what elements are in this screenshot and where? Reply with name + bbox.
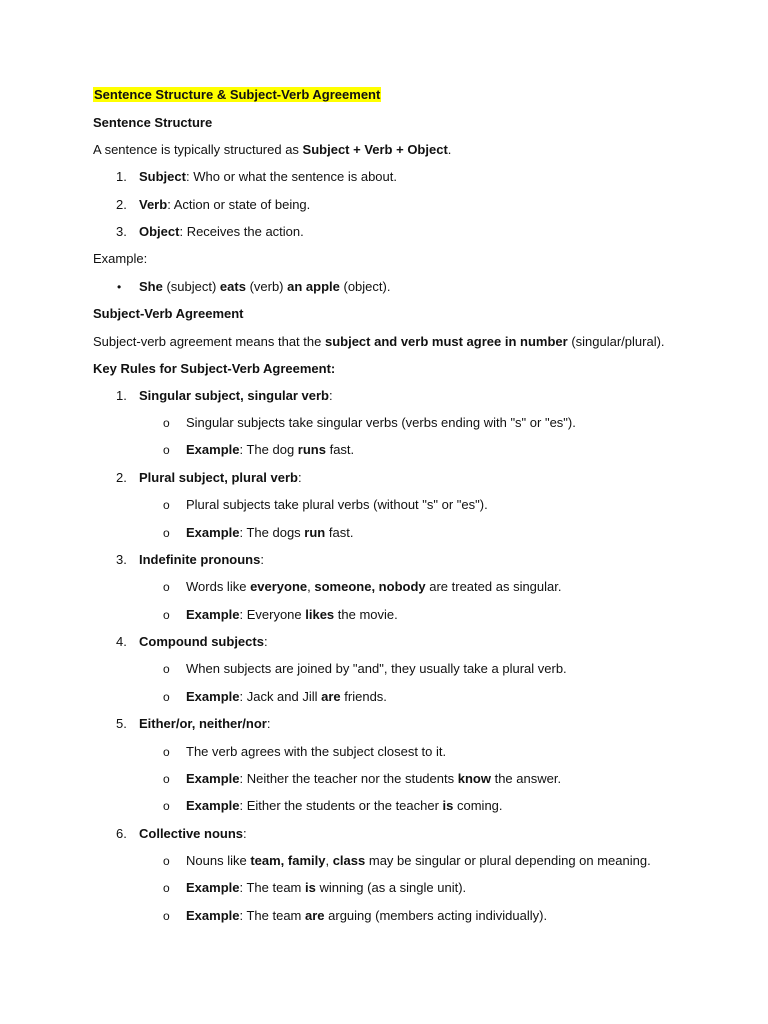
list-item: Object: Receives the action. <box>139 224 304 239</box>
rule-title: Plural subject, plural verb: <box>139 470 302 485</box>
list-number: 1. <box>116 169 127 184</box>
rule-number: 2. <box>116 470 127 485</box>
sub-list-item: Example: The team is winning (as a single unit). <box>186 880 467 895</box>
rule-number: 1. <box>116 388 127 403</box>
sub-bullet: o <box>163 526 170 540</box>
sub-bullet: o <box>163 799 170 813</box>
section-heading-sentence-structure: Sentence Structure <box>93 115 213 130</box>
sub-bullet: o <box>163 854 170 868</box>
sub-list-item: Nouns like team, family, class may be singular or plural depending on meaning. <box>186 853 651 868</box>
section-heading-sva: Subject-Verb Agreement <box>93 306 244 321</box>
rule-title: Indefinite pronouns: <box>139 552 264 567</box>
example-sentence: She (subject) eats (verb) an apple (object). <box>139 279 391 294</box>
intro-paragraph: A sentence is typically structured as Subject + Verb + Object. <box>93 142 452 157</box>
sub-list-item: Example: The team are arguing (members acting individually). <box>186 908 548 923</box>
rule-number: 3. <box>116 552 127 567</box>
rule-number: 5. <box>116 716 127 731</box>
example-label: Example: <box>93 251 148 266</box>
highlighted-title: Sentence Structure & Subject-Verb Agreement <box>94 87 381 102</box>
rule-title: Either/or, neither/nor: <box>139 716 271 731</box>
rule-title: Compound subjects: <box>139 634 268 649</box>
list-item: Verb: Action or state of being. <box>139 197 311 212</box>
sub-list-item: Example: Neither the teacher nor the students know the answer. <box>186 771 562 786</box>
sub-bullet: o <box>163 416 170 430</box>
sub-bullet: o <box>163 580 170 594</box>
sub-list-item: Example: The dogs run fast. <box>186 525 354 540</box>
sub-bullet: o <box>163 443 170 457</box>
sub-list-item: Example: Jack and Jill are friends. <box>186 689 387 704</box>
sub-list-item: Example: Everyone likes the movie. <box>186 607 398 622</box>
sub-list-item: The verb agrees with the subject closest to it. <box>186 744 447 759</box>
key-rules-heading: Key Rules for Subject-Verb Agreement: <box>93 361 336 376</box>
list-number: 3. <box>116 224 127 239</box>
document-title <box>93 87 381 103</box>
sub-list-item: Example: The dog runs fast. <box>186 442 355 457</box>
sub-list-item: Plural subjects take plural verbs (without "s" or "es"). <box>186 497 488 512</box>
sva-definition: Subject-verb agreement means that the subject and verb must agree in number (singular/plural). <box>93 334 665 349</box>
sub-list-item: When subjects are joined by "and", they usually take a plural verb. <box>186 661 567 676</box>
rule-title: Singular subject, singular verb: <box>139 388 333 403</box>
sub-bullet: o <box>163 608 170 622</box>
rule-number: 6. <box>116 826 127 841</box>
rule-title: Collective nouns: <box>139 826 247 841</box>
sub-list-item: Example: Either the students or the teacher is coming. <box>186 798 503 813</box>
sub-bullet: o <box>163 498 170 512</box>
sub-bullet: o <box>163 745 170 759</box>
sub-list-item: Words like everyone, someone, nobody are treated as singular. <box>186 579 562 594</box>
sub-bullet: o <box>163 772 170 786</box>
sub-bullet: o <box>163 909 170 923</box>
bullet-dot: • <box>117 280 122 294</box>
rule-number: 4. <box>116 634 127 649</box>
sub-bullet: o <box>163 662 170 676</box>
sub-list-item: Singular subjects take singular verbs (verbs ending with "s" or "es"). <box>186 415 576 430</box>
list-item: Subject: Who or what the sentence is about. <box>139 169 397 184</box>
sub-bullet: o <box>163 690 170 704</box>
list-number: 2. <box>116 197 127 212</box>
sub-bullet: o <box>163 881 170 895</box>
